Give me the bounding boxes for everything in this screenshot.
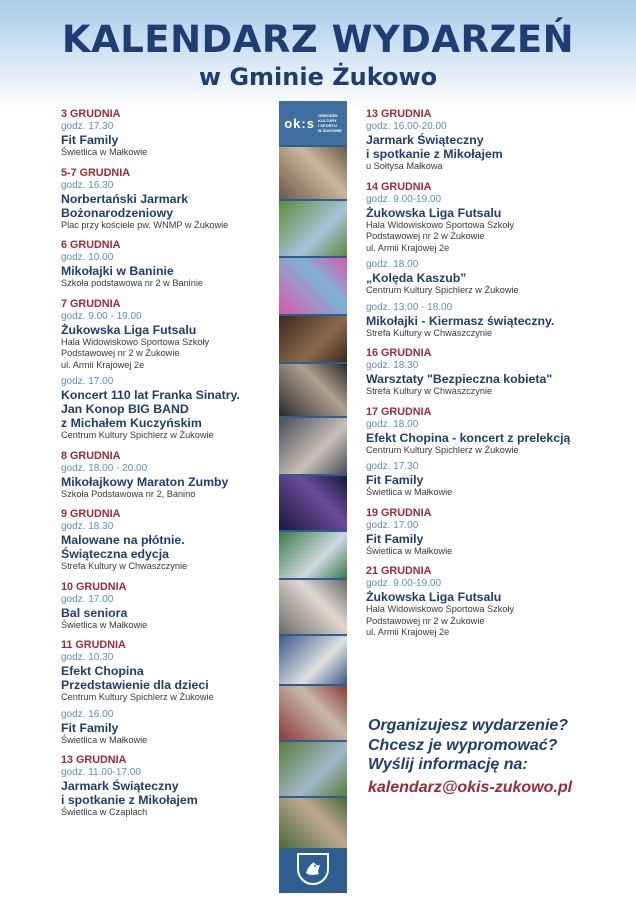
event-time: godz. 18.30 [366,360,419,371]
event-photo [279,316,347,362]
event-item [61,376,276,442]
event-time: godz. 18.30 [61,521,114,532]
event-day [61,754,276,819]
event-time: godz. 11.00-17.00 [61,767,141,778]
event-place: u Sołtysa Małkowa [366,161,443,171]
event-time: godz. 9.00-19.00 [366,578,442,589]
event-time: godz. 16.00 [61,708,114,720]
event-name: Przedstawienie dla dzieci [61,678,209,692]
event-name: Efekt Chopina [61,664,144,678]
event-date: 5-7 GRUDNIA [61,166,130,179]
events-column-right [366,108,626,647]
event-day [61,108,276,159]
event-place: Świetlica w Małkowie [366,487,453,497]
event-name: Koncert 110 lat Franka Sinatry. [61,388,240,402]
event-place: Centrum Kultury Spichlerz w Żukowie [61,430,214,440]
contact-email-link[interactable]: kalendarz@okis-zukowo.pl [368,779,573,796]
okis-logo [279,101,347,145]
event-time: godz. 16.30 [61,179,114,191]
event-name: Malowane na płótnie. [61,533,185,547]
event-time: godz. 17.00 [366,519,419,531]
event-name: Mikołajki - Kiermasz świąteczny. [366,313,555,328]
event-name: Żukowska Liga Futsalu [366,590,502,604]
event-item [61,594,276,632]
event-place: Centrum Kultury Spichlerz w Żukowie [366,444,519,455]
event-day [366,507,626,558]
event-day [61,450,276,501]
event-time: godz. 18.00 - 20.00 [61,462,148,474]
event-date: 7 GRUDNIA [61,297,121,310]
event-place: Świetlica w Małkowie [366,545,453,556]
event-photo [279,532,347,578]
event-item [366,360,626,398]
event-name: Mikołajkowy Maraton Zumby [61,474,229,489]
event-item [366,461,626,499]
event-item [61,121,276,159]
zukowo-crest-icon [297,853,329,885]
event-date: 9 GRUDNIA [61,508,121,520]
event-place: Szkoła Podstawowa nr 2, Banino [61,488,196,499]
event-name: i spotkanie z Mikołajem [366,147,503,161]
event-name: Jarmark Świąteczny [61,779,179,793]
event-place: Świetlica w Małkowie [61,619,148,630]
event-photo [279,147,347,199]
event-place: Podstawowej nr 2 w Żukowie [366,231,485,241]
event-place: Świetlica w Czaplach [61,807,148,817]
event-item [366,419,626,457]
event-name: Efekt Chopina - koncert z prelekcją [366,430,571,445]
event-day [366,181,626,340]
event-item [61,180,276,232]
event-time: godz. 18.00 [366,418,419,430]
event-name: Norbertański Jarmark [61,191,189,206]
event-name: i spotkanie z Mikołajem [61,793,198,807]
event-name: Mikołajki w Baninie [61,264,174,278]
photo-strip [279,101,347,893]
event-photo [279,636,347,684]
event-date: 17 GRUDNIA [366,405,432,418]
event-name: Jan Konop BIG BAND [61,402,189,416]
event-date: 13 GRUDNIA [61,754,127,766]
event-item [366,302,626,340]
event-day [366,565,626,639]
event-time: godz. 17.30 [61,121,114,132]
event-name: z Michałem Kuczyńskim [61,416,202,430]
event-name: Warsztaty "Bezpieczna kobieta" [366,372,553,386]
event-place: Świetlica w Małkowie [61,147,148,157]
event-name: „Kolęda Kaszub” [366,271,467,285]
promo-line: Chcesz je wypromować? [368,736,558,754]
event-item [61,652,276,704]
event-day [61,639,276,746]
event-place: ul. Armii Krajowej 2e [61,359,145,370]
event-place: Strefa Kultury w Chwaszczynie [366,327,493,338]
event-time: godz. 17.00 [61,376,114,387]
event-place: Strefa Kultury w Chwaszczynie [366,386,493,396]
event-photo [279,798,347,848]
event-photo [279,580,347,634]
event-place: Hala Widowiskowo Sportowa Szkoły [366,604,515,614]
promo-line: Wyślij informację na: [368,756,528,773]
event-name: Bożonarodzeniowy [61,205,174,220]
event-place: Szkoła podstawowa nr 2 w Baninie [61,278,203,288]
okis-logo-mark: ok:s [284,115,315,131]
event-time: godz. 17.30 [366,461,419,472]
event-date: 19 GRUDNIA [366,506,432,519]
event-item [61,311,276,372]
event-date: 11 GRUDNIA [61,639,126,651]
event-item [61,463,276,501]
event-photo [279,686,347,740]
promo-line: Organizujesz wydarzenie? [368,717,569,734]
event-day [61,298,276,442]
event-day [61,167,276,232]
event-place: ul. Armii Krajowej 2e [366,627,450,637]
event-date: 14 GRUDNIA [366,180,432,193]
event-place: Centrum Kultury Spichlerz w Żukowie [61,692,214,702]
event-item [366,520,626,558]
event-photo [279,201,347,256]
event-day [61,239,276,290]
event-item [61,252,276,290]
event-date: 3 GRUDNIA [61,108,121,120]
event-time: godz. 9.00 - 19.00 [61,310,142,322]
event-name: Fit Family [61,720,119,735]
event-item [366,578,626,639]
event-photo [279,742,347,796]
event-date: 21 GRUDNIA [366,565,432,577]
event-name: Bal seniora [61,605,128,620]
event-item [366,194,626,255]
event-date: 10 GRUDNIA [61,580,127,593]
page-title: KALENDARZ WYDARZEŃ [61,18,575,61]
event-time: godz. 10.00 [61,252,114,263]
event-item [366,259,626,297]
event-item [61,709,276,747]
event-item [61,521,276,573]
event-date: 8 GRUDNIA [61,449,121,462]
event-time: godz. 13.00 - 18.00 [366,301,453,313]
event-place: Strefa Kultury w Chwaszczynie [61,561,188,571]
event-name: Fit Family [61,133,119,147]
event-place: Centrum Kultury Spichlerz w Żukowie [366,285,519,295]
event-date: 16 GRUDNIA [366,347,432,359]
event-time: godz. 10.30 [61,652,114,663]
okis-logo-text: OŚRODEK KULTURY I SPORTU W ŻUKOWIE [317,113,342,133]
event-date: 13 GRUDNIA [366,108,432,120]
event-place: Plac przy kościele pw. WNMP w Żukowie [61,219,229,230]
event-place: Świetlica w Małkowie [61,734,148,745]
event-date: 6 GRUDNIA [61,239,121,251]
event-day [61,581,276,632]
event-time: godz. 16.00-20.00 [366,121,447,132]
event-photo [279,476,347,530]
event-photo [279,364,347,416]
event-time: godz. 18.00 [366,259,419,270]
event-day [366,406,626,499]
event-time: godz. 17.00 [61,593,114,605]
event-place: Podstawowej nr 2 w Żukowie [61,348,180,358]
event-day [366,108,626,173]
event-item [61,767,276,819]
event-photo [279,258,347,314]
event-place: ul. Armii Krajowej 2e [366,242,450,253]
event-place: Podstawowej nr 2 w Żukowie [366,615,485,626]
event-name: Żukowska Liga Futsalu [366,205,502,220]
event-item [366,121,626,173]
event-photo [279,418,347,474]
event-place: Hala Widowiskowo Sportowa Szkoły [61,336,210,347]
event-name: Żukowska Liga Futsalu [61,322,197,337]
events-column-left [61,108,276,827]
event-name: Fit Family [366,531,424,546]
event-name: Fit Family [366,473,424,487]
event-name: Świąteczna edycja [61,547,169,561]
event-day [61,508,276,573]
event-day [366,347,626,398]
promo-text [368,716,628,775]
event-place: Hala Widowiskowo Sportowa Szkoły [366,219,515,230]
event-name: Jarmark Świąteczny [366,133,484,147]
event-time: godz. 9.00-19.00 [366,193,442,205]
page-subtitle: w Gminie Żukowo [198,63,438,91]
